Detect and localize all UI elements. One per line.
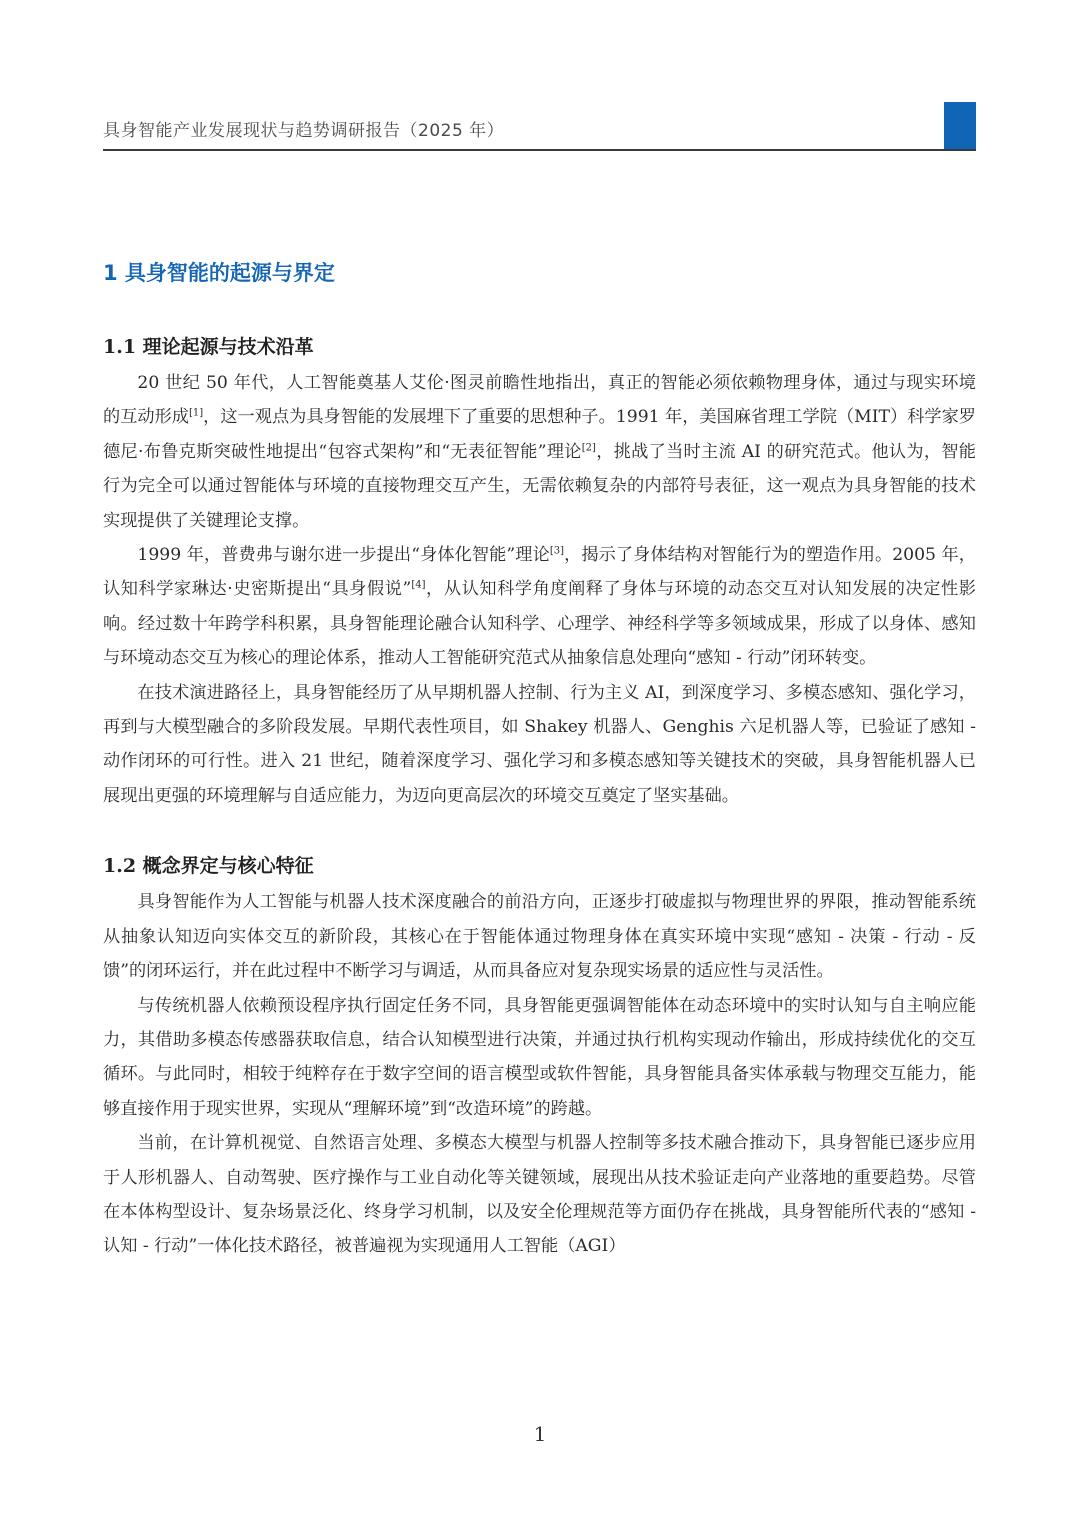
- paragraph-text: 20 世纪 50 年代，人工智能奠基人艾伦·图灵前瞻性地指出，真正的智能必须依赖物理身体，通过与现实环境的互动形成: [103, 373, 976, 428]
- paragraph-text: ，挑战了当时主流 AI 的研究范式。他认为，智能行为完全可以通过智能体与环境的直接物理交互产生，无需依赖复杂的内部符号表征，这一观点为具身智能的技术实现提供了关键理论支撑。: [103, 441, 976, 531]
- citation-ref[interactable]: [2]: [581, 442, 596, 454]
- paragraph: 具身智能作为人工智能与机器人技术深度融合的前沿方向，正逐步打破虚拟与物理世界的界限，推动智能系统从抽象认知迈向实体交互的新阶段，其核心在于智能体通过物理身体在真实环境中实现“感知 - 决策 - 行动 - 反馈”的闭环运行，并在此过程中不断学习与调适，从而具备应对复杂现实场景的适应性与灵活性。: [103, 892, 976, 982]
- subsection-title-1-1: 1.1 理论起源与技术沿革: [103, 336, 314, 358]
- paragraph-text: ，从认知科学角度阐释了身体与环境的动态交互对认知发展的决定性影响。经过数十年跨学科积累，具身智能理论融合认知科学、心理学、神经科学等多领域成果，形成了以身体、感知与环境动态交互为核心的理论体系，推动人工智能研究范式从抽象信息处理向“感知 - 行动”闭环转变。: [103, 579, 976, 669]
- paragraph-text: ，这一观点为具身智能的发展埋下了重要的思想种子。1991 年，美国麻省理工学院（MIT）科学家罗德尼·布鲁克斯突破性地提出“包容式架构”和“无表征智能”理论: [103, 407, 976, 462]
- page-content: [103, 256, 976, 1264]
- paragraph: [103, 366, 976, 538]
- citation-ref[interactable]: [1]: [188, 407, 204, 419]
- section-gap: [103, 813, 976, 851]
- paragraph: [103, 538, 976, 676]
- citation-ref[interactable]: [3]: [549, 545, 565, 557]
- section-title: 1 具身智能的起源与界定: [103, 261, 335, 285]
- page-number: 1: [533, 1422, 547, 1446]
- paragraph: 与传统机器人依赖预设程序执行固定任务不同，具身智能更强调智能体在动态环境中的实时认知与自主响应能力，其借助多模态传感器获取信息，结合认知模型进行决策，并通过执行机构实现动作输出，形成持续优化的交互循环。与此同时，相较于纯粹存在于数字空间的语言模型或软件智能，具身智能具备实体承载与物理交互能力，能够直接作用于现实世界，实现从“理解环境”到“改造环境”的跨越。: [103, 995, 976, 1119]
- header-accent-block: [944, 102, 976, 150]
- page-header: [103, 102, 976, 150]
- header-title: 具身智能产业发展现状与趋势调研报告（2025 年）: [103, 121, 505, 141]
- paragraph: 在技术演进路径上，具身智能经历了从早期机器人控制、行为主义 AI，到深度学习、多模态感知、强化学习，再到与大模型融合的多阶段发展。早期代表性项目，如 Shakey 机器人、Genghis 六足机器人等，已验证了感知 - 动作闭环的可行性。进入 21 世纪，随着深度学习、强化学习和多模态感知等关键技术的突破，具身智能机器人已展现出更强的环境理解与自适应能力，为迈向更高层次的环境交互奠定了坚实基础。: [103, 682, 976, 806]
- citation-ref[interactable]: [4]: [411, 579, 426, 591]
- paragraph: 当前，在计算机视觉、自然语言处理、多模态大模型与机器人控制等多技术融合推动下，具身智能已逐步应用于人形机器人、自动驾驶、医疗操作与工业自动化等关键领域，展现出从技术验证走向产业落地的重要趋势。尽管在本体构型设计、复杂场景泛化、终身学习机制，以及安全伦理规范等方面仍存在挑战，具身智能所代表的“感知 - 认知 - 行动”一体化技术路径，被普遍视为实现通用人工智能（AGI）: [103, 1133, 976, 1257]
- subsection-title-1-2: 1.2 概念界定与核心特征: [103, 855, 314, 878]
- paragraph-text: 1999 年，普费弗与谢尔进一步提出“身体化智能”理论: [137, 545, 550, 566]
- header-rule: [103, 149, 976, 151]
- paragraph-text: ，揭示了身体结构对智能行为的塑造作用。2005 年，认知科学家琳达·史密斯提出“具身假说”: [103, 545, 976, 600]
